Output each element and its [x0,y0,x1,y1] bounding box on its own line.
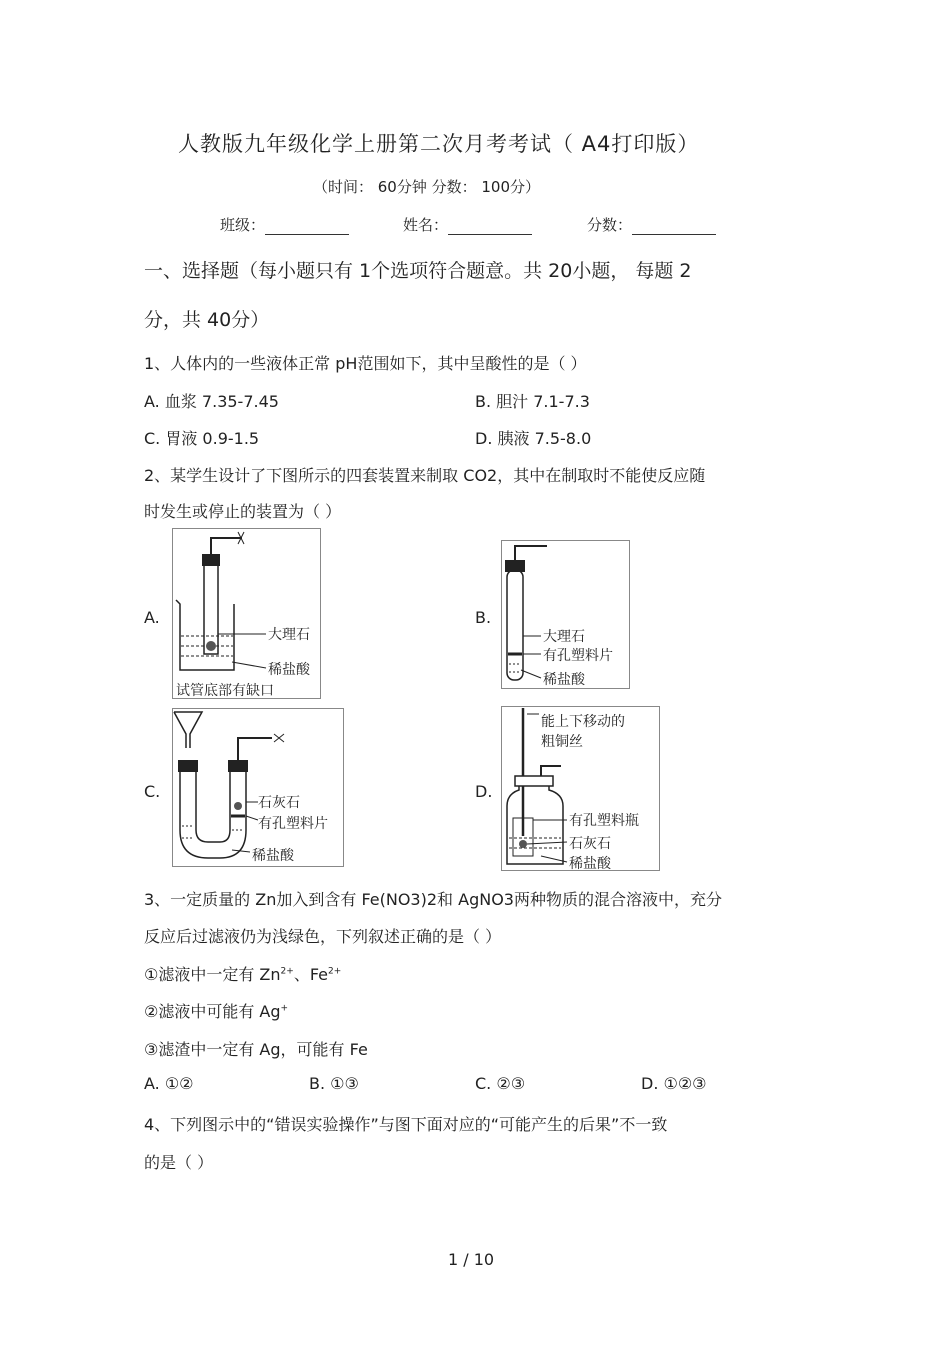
name-field [403,214,532,235]
fig-a-label-1: 大理石 [268,627,310,643]
name-label: 姓名： [403,216,449,234]
q3-stem-line2: 反应后过滤液仍为浅绿色，下列叙述正确的是（ ） [144,927,502,946]
q3-statement-3: ③滤渣中一定有 Ag，可能有 Fe [144,1040,368,1059]
q3-s1-mid: 、Fe [293,965,329,984]
score-label: 分数： [587,216,633,234]
apparatus-c [172,708,347,871]
fig-c-label-1: 石灰石 [258,795,300,811]
fig-a-letter: A. [144,608,160,627]
fig-a-label-3: 试管底部有缺口 [176,683,274,699]
fig-a-label-2: 稀盐酸 [268,662,310,678]
q3-s1-charge1: 2+ [280,966,294,977]
q3-option-a: A. ①② [144,1074,194,1093]
score-blank [632,216,716,235]
q3-s1-charge2: 2+ [328,966,342,977]
q2-stem-line2: 时发生或停止的装置为（ ） [144,502,342,521]
apparatus-d [501,706,663,874]
page-number: 1 / 10 [448,1250,495,1269]
fig-b-letter: B. [475,608,492,627]
name-blank [448,216,532,235]
q1-stem: 1、人体内的一些液体正常 pH范围如下，其中呈酸性的是（ ） [144,354,587,373]
q4-stem-line2: 的是（ ） [144,1153,214,1172]
q4-stem-line1: 4、下列图示中的“错误实验操作”与图下面对应的“可能产生的后果”不一致 [144,1115,668,1134]
fig-d-label-2: 粗铜丝 [541,734,583,750]
fig-b-label-3: 稀盐酸 [543,672,585,688]
fig-b-label-2: 有孔塑料片 [543,648,613,664]
q3-s2-charge: + [280,1003,289,1014]
page-title: 人教版九年级化学上册第二次月考考试（ A4打印版） [178,132,700,156]
class-field [220,214,349,235]
q3-stem-line1: 3、一定质量的 Zn加入到含有 Fe(NO3)2和 AgNO3两种物质的混合溶液中，充分 [144,890,722,909]
exam-meta: （时间： 60分钟 分数： 100分） [313,178,541,196]
score-field [587,214,716,235]
section-heading-line1: 一、选择题（每小题只有 1个选项符合题意。共 20小题， 每题 2 [144,260,692,282]
apparatus-a [172,528,332,708]
q3-s1-text: ①滤液中一定有 Zn [144,965,281,984]
fig-d-label-1: 能上下移动的 [541,714,625,730]
q3-option-d: D. ①②③ [641,1074,707,1093]
q3-option-c: C. ②③ [475,1074,526,1093]
fig-d-label-4: 石灰石 [569,836,611,852]
class-blank [265,216,349,235]
fig-d-letter: D. [475,782,493,801]
fig-c-letter: C. [144,782,161,801]
q1-option-d: D. 胰液 7.5-8.0 [475,429,592,448]
q3-option-b: B. ①③ [309,1074,359,1093]
q3-s2-text: ②滤液中可能有 Ag [144,1002,281,1021]
fig-c-label-2: 有孔塑料片 [258,816,328,832]
q3-statement-2 [144,999,288,1022]
q2-stem-line1: 2、某学生设计了下图所示的四套装置来制取 CO2，其中在制取时不能使反应随 [144,466,706,485]
q3-statement-1 [144,962,341,985]
fig-d-label-3: 有孔塑料瓶 [569,813,639,829]
q1-option-b: B. 胆汁 7.1-7.3 [475,392,590,411]
q1-option-c: C. 胃液 0.9-1.5 [144,429,260,448]
fig-d-label-5: 稀盐酸 [569,856,611,872]
apparatus-b [501,540,633,692]
section-heading-line2: 分，共 40分） [144,309,270,331]
fig-c-label-3: 稀盐酸 [252,848,294,864]
q1-option-a: A. 血浆 7.35-7.45 [144,392,279,411]
class-label: 班级： [220,216,266,234]
fig-b-label-1: 大理石 [543,629,585,645]
